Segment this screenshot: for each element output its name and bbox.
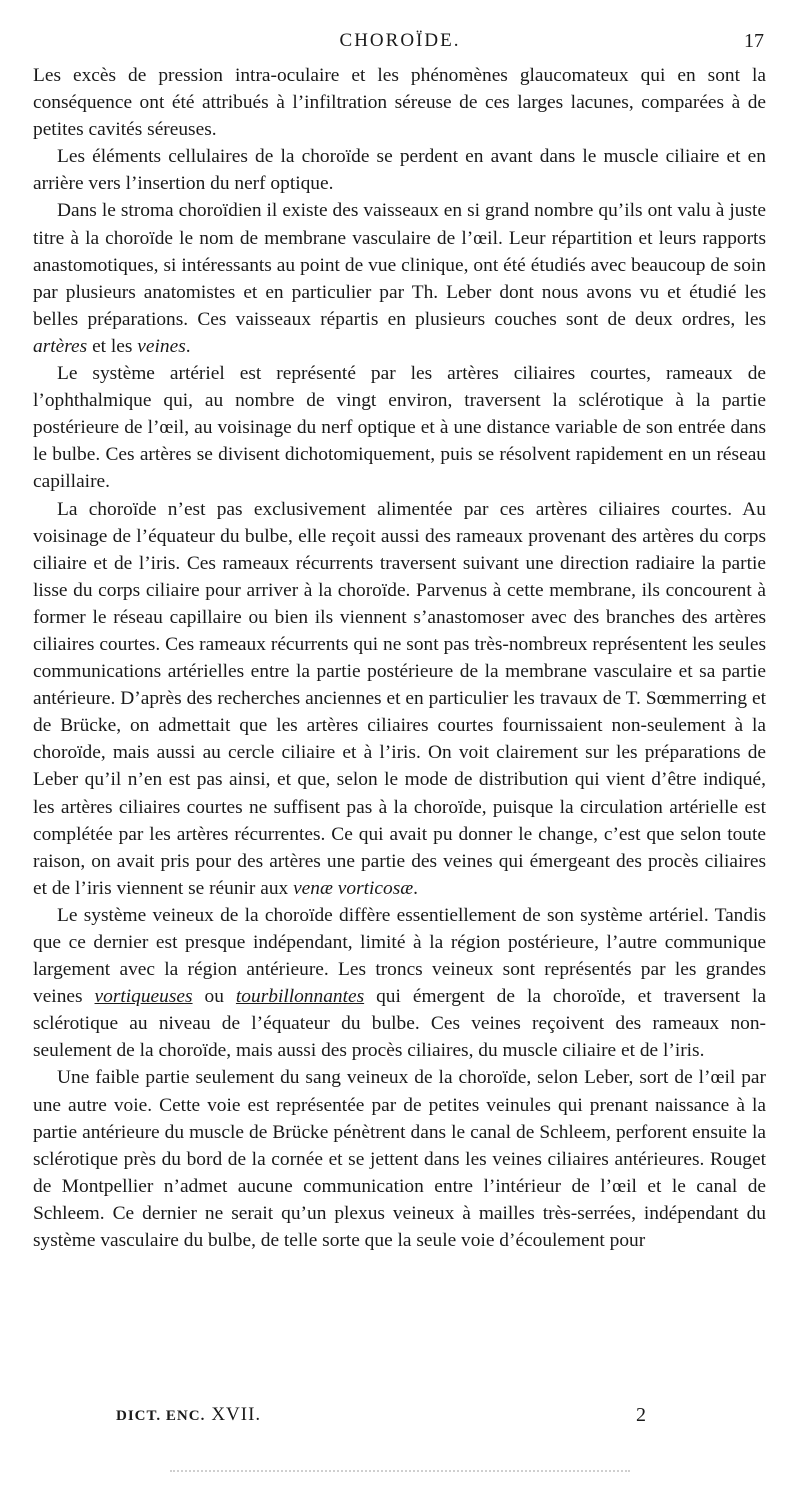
volume-number: XVII. — [211, 1404, 262, 1425]
running-title: CHOROÏDE. — [339, 30, 461, 51]
paragraph — [33, 143, 766, 197]
sheet-number: 2 — [636, 1404, 646, 1426]
italic-term: artères — [33, 335, 88, 357]
page-number: 17 — [744, 30, 764, 52]
page-header — [0, 30, 800, 56]
paragraph-text: ou — [192, 986, 236, 1008]
paragraph — [33, 197, 766, 360]
paragraph — [33, 902, 766, 1065]
paragraph-text: Une faible partie seulement du sang veineux de la choroïde, selon Leber, sort de l’œil par une autre voie. Cette voie est représentée par de petites veinules qui prenant naissance à la partie antérieure du muscle de Brücke pénètrent dans le canal de Schleem, perforent ensuite la sclérotique près du bord de la cornée et se jettent dans les veines ciliaires antérieures. Rouget de Montpellier n’admet aucune communication entre l’intérieur de l’œil et le canal de Schleem. Ce dernier ne serait qu’un plexus veineux à mailles très-serrées, indépendant du système vasculaire du bulbe, de telle sorte que la seule voie d’écoulement pour — [33, 1067, 766, 1252]
page-footer — [0, 1404, 800, 1432]
paragraph-text: . — [413, 877, 419, 899]
italic-term: tourbillonnantes — [235, 986, 365, 1008]
paragraph — [33, 496, 766, 902]
paragraph — [33, 62, 766, 143]
paragraph-text: La choroïde n’est pas exclusivement alimentée par ces artères ciliaires courtes. Au voisinage de l’équateur du bulbe, elle reçoit aussi des rameaux provenant des artères du corps ciliaire et de l’iris. Ces rameaux récurrents traversent suivant une direction radiaire la partie lisse du corps ciliaire pour arriver à la choroïde. Parvenus à cette membrane, ils concourent à former le réseau capillaire ou bien ils viennent s’anastomoser avec des branches des artères ciliaires courtes. Ces rameaux récurrents qui ne sont pas très-nombreux représentent les seules communications artérielles entre la partie postérieure de la membrane vasculaire et sa partie antérieure. D’après des recherches anciennes et en particulier les travaux de T. Sœmmerring et de Brücke, on admettait que les artères ciliaires courtes fournissaient non-seulement à la choroïde, mais aussi au cercle ciliaire et à l’iris. On voit clairement sur les préparations de Leber qu’il n’en est pas ainsi, et que, selon le mode de distribution qui vient d’être indiqué, les artères ciliaires courtes ne suffisent pas à la choroïde, puisque la circulation artérielle est complétée par les artères récurrentes. Ce qui avait pu donner le change, c’est que selon toute raison, on avait pris pour des artères une partie des veines qui émergeant des procès ciliaires et de l’iris viennent se réunir aux — [33, 498, 766, 899]
paragraph-text: Dans le stroma choroïdien il existe des vaisseaux en si grand nombre qu’ils ont valu à juste titre à la choroïde le nom de membrane vasculaire de l’œil. Leur répartition et leurs rapports anastomotiques, si intéressants au point de vue clinique, ont été étudiés avec beaucoup de soin par plusieurs anatomistes et en particulier par Th. Leber dont nous avons vu et étudié les belles préparations. Ces vaisseaux répartis en plusieurs couches sont de deux ordres, les — [33, 200, 766, 330]
paragraph — [33, 360, 766, 495]
italic-term: venæ vorticosæ — [293, 877, 414, 899]
paragraph-text: qui émergent de la choroïde, et traversent la sclérotique au niveau de l’équateur du bulbe. Ces veines reçoivent des rameaux non-seulement de la choroïde, mais aussi des procès ciliaires, du muscle ciliaire et de l’iris. — [33, 986, 766, 1062]
paragraph — [33, 1064, 766, 1254]
signature-mark — [116, 1404, 261, 1426]
italic-term: vortiqueuses — [94, 986, 193, 1008]
bleed-through-divider — [170, 1470, 630, 1474]
italic-term: veines — [137, 335, 186, 357]
paragraph-text: Le système veineux de la choroïde diffère essentiellement de son système artériel. Tandis que ce dernier est presque indépendant, limité à la région postérieure, l’autre communique largement avec la région antérieure. Les troncs veineux sont représentés par les grandes veines — [33, 904, 766, 1008]
signature-text: DICT. ENC. — [116, 1408, 206, 1424]
paragraph-text: et les — [87, 335, 138, 357]
paragraph-text: . — [185, 335, 191, 357]
paragraph-text: Les excès de pression intra-oculaire et les phénomènes glaucomateux qui en sont la conséquence ont été attribués à l’infiltration séreuse de ces larges lacunes, comparées à de petites cavités séreuses. — [33, 65, 766, 141]
body-text — [33, 62, 766, 1254]
paragraph-text: Les éléments cellulaires de la choroïde se perdent en avant dans le muscle ciliaire et en arrière vers l’insertion du nerf optique. — [33, 146, 766, 195]
paragraph-text: Le système artériel est représenté par les artères ciliaires courtes, rameaux de l’ophthalmique qui, au nombre de vingt environ, traversent la sclérotique à la partie postérieure de l’œil, au voisinage du nerf optique et à une distance variable de son entrée dans le bulbe. Ces artères se divisent dichotomiquement, puis se résolvent rapidement en un réseau capillaire. — [33, 363, 766, 493]
